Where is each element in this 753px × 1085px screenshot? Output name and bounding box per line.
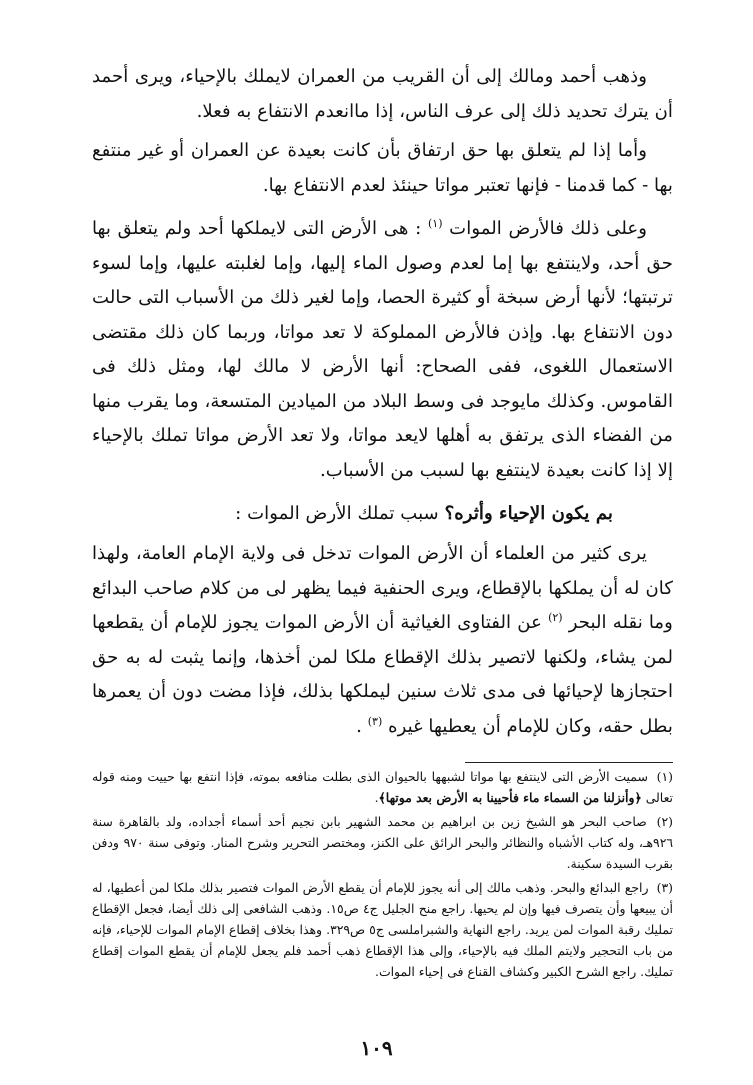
paragraph-3: [92, 212, 673, 488]
footnote-2-text: صاحب البحر هو الشيخ زين بن ابراهيم بن محمد الشهير بابن نجيم أحد أسماء أجداده، ولد بالقاهرة سنة ٩٢٦هـ، وله كتاب الأشباه والنظائر والبحر الرائق على الكنز، ومختصر التحرير وشرح المنار. وتوفى سنة ٩٧٠ ودفن بقرب السيدة سكينة.: [92, 814, 674, 871]
footnote-ref-2: (٢): [548, 610, 563, 624]
paragraph-4-text-end: .: [356, 715, 362, 737]
paragraph-3-text-end: : هى الأرض التى لايملكها أحد ولم يتعلق بها حق أحد، ولاينتفع بها إما لعدم وصول الماء إليها، وإما لغلبته عليها، وإما لسوء ترتبتها؛ لأنها أرض سبخة أو كثيرة الحصا، وإما لغير ذلك من الأسباب التى حالت دون الانتفاع بها. وإذن فالأرض المملوكة لا تعد مواتا، وربما كان ذلك مقتضى الاستعمال اللغوى، ففى الصحاح: أنها الأرض لا مالك لها، ومثل ذلك فى القاموس. وكذلك مايوجد فى وسط البلاد من الميادين المتسعة، وما يقرب منها من الفضاء الذى يرتفق به أهلها لايعد مواتا، ولا تعد الأرض مواتا تملك بالإحياء إلا إذا كانت بعيدة لاينتفع بها لسبب من الأسباب.: [92, 218, 673, 481]
section-heading-bold: بم يكون الإحياء وأثره؟: [444, 503, 613, 524]
footnote-ref-3: (٣): [367, 714, 383, 728]
footnote-1: [92, 766, 673, 808]
footnote-2: [92, 811, 673, 874]
paragraph-4: [92, 537, 673, 744]
section-heading-rest: سبب تملك الأرض الموات :: [235, 503, 439, 524]
footnote-1-number: (١): [656, 769, 673, 784]
footnote-2-number: (٢): [656, 814, 673, 829]
paragraph-1: [92, 60, 673, 129]
section-heading: [92, 497, 673, 531]
footnote-3-text: راجع البدائع والبحر. وذهب مالك إلى أنه يجوز للإمام أن يقطع الأرض الموات فتصير بذلك ملكا لمن أعطيها، له أن يبيعها وأن يتصرف فيها وإن لم يحيها. راجع منح الجليل ج٤ ص١٥. وذهب الشافعى إلى ذلك أيضا، فجعل الإقطاع تمليك رقبة الموات لمن يريد. راجع النهاية والشبراملسى ج٥ ص٣٢٩. وهذا بخلاف إقطاع الإمام الموات للإحياء، فإنه من باب التحجير ولايتم الملك فيه بالإحياء، وإلى هذا الإقطاع ذهب أحمد فلم يجعل للإمام أن يقطع الموات إقطاع تمليك. راجع الشرح الكبير وكشاف القناع فى إحياء الموات.: [92, 880, 674, 979]
footnote-1-quran-verse: ﴿وأنزلنا من السماء ماء فأحيينا به الأرض بعد موتها﴾: [378, 790, 642, 805]
paragraph-4-text-middle: عن الفتاوى الغياثية أن الأرض الموات يجوز للإمام أن يقطعها لمن يشاء، ولكنها لاتصير بذلك الإقطاع ملكا لمن أخذها، وإنما يثبت له به حق احتجازها لإحيائها فى مدى ثلاث سنين ليملكها بذلك، فإذا مضت دون أن يعمرها بطل حقه، وكان للإمام أن يعطيها غيره: [92, 612, 673, 737]
footnotes: [92, 766, 673, 985]
footnote-separator: [465, 762, 673, 763]
paragraph-4-text-start: يرى كثير من العلماء أن الأرض الموات تدخل فى ولاية الإمام العامة، ولهذا كان له أن يملكها بالإقطاع، ويرى الحنفية فيما يظهر لى من كلام صاحب البدائع وما نقله البحر: [92, 543, 673, 633]
main-text: [92, 60, 673, 753]
paragraph-2: [92, 134, 673, 203]
footnote-1-text: سميت الأرض التى لاينتفع بها مواتا لشبهها بالحيوان الذى بطلت منافعه بموته، فإذا انتفع بها حييت ومنه قوله تعالى: [92, 769, 673, 805]
footnote-ref-1: (١): [427, 216, 443, 230]
footnote-1-tail: .: [374, 790, 379, 805]
paragraph-3-text-start: وعلى ذلك فالأرض الموات: [449, 218, 647, 239]
paragraph-2-text: وأما إذا لم يتعلق بها حق ارتفاق بأن كانت بعيدة عن العمران أو غير منتفع بها - كما قدمنا - فإنها تعتبر مواتا حينئذ لعدم الانتفاع بها.: [92, 140, 673, 196]
footnote-3: [92, 877, 673, 982]
page-number: ١٠٩: [360, 1036, 393, 1060]
paragraph-1-text: وذهب أحمد ومالك إلى أن القريب من العمران لايملك بالإحياء، ويرى أحمد أن يترك تحديد ذلك إلى عرف الناس، إذا ماانعدم الانتفاع به فعلا.: [92, 66, 673, 122]
footnote-3-number: (٣): [656, 880, 673, 895]
